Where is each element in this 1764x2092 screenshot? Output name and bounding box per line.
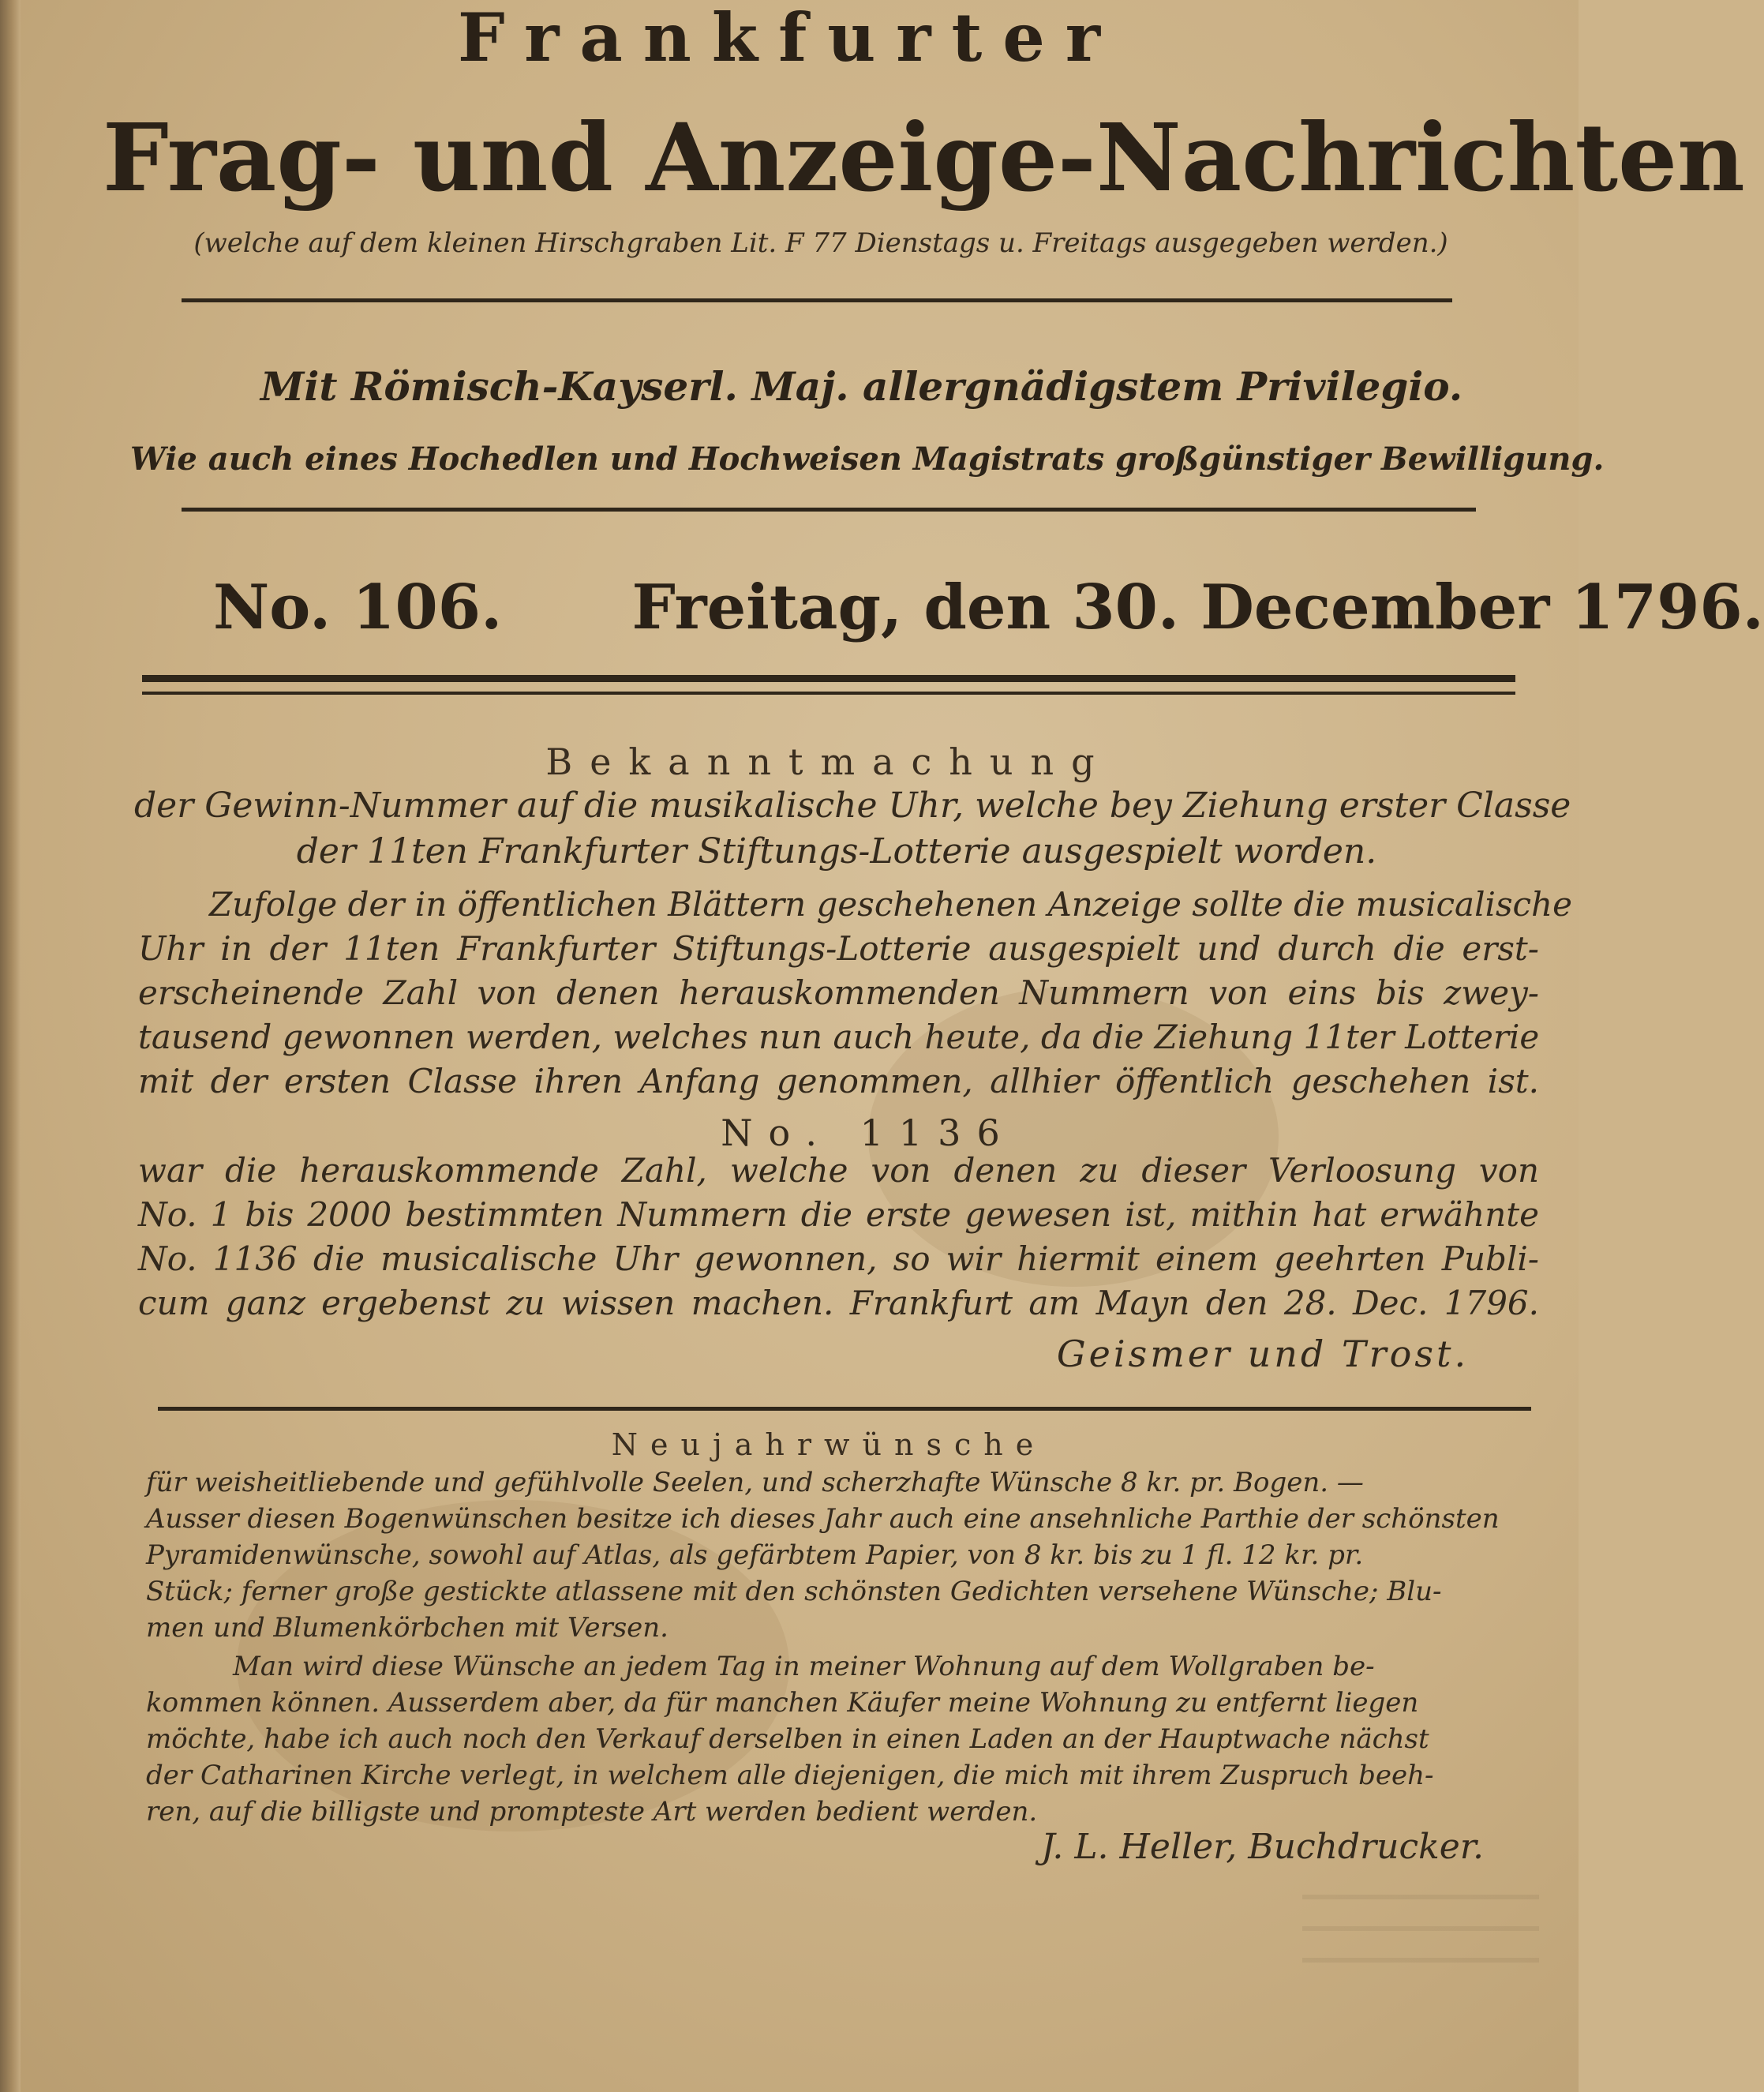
- text-line: kommen können. Ausserdem aber, da für manchen Käufer meine Wohnung zu entfernt liegen: [146, 1687, 1419, 1719]
- text-line: für weisheitliebende und gefühlvolle Seelen, und scherzhafte Wünsche 8 kr. pr. Bogen. —: [146, 1467, 1364, 1498]
- text-line: Man wird diese Wünsche an jedem Tag in meiner Wohnung auf dem Wollgraben be-: [233, 1651, 1375, 1682]
- show-through-from-reverse: [1302, 1895, 1539, 1981]
- notice-heading: Bekanntmachung: [545, 740, 1112, 783]
- notice-body-continued: [138, 1149, 1539, 1325]
- privilege-line-2: Wie auch eines Hochedlen und Hochweisen Magistrats großgünstiger Bewilligung.: [130, 441, 1605, 478]
- text-line: war die herauskommende Zahl, welche von denen zu dieser Verloosung von: [138, 1151, 1539, 1190]
- divider-rule: [182, 298, 1452, 302]
- masthead-title: Frag- und Anzeige-Nachrichten: [103, 103, 1745, 212]
- advert-signature: J. L. Heller, Buchdrucker.: [1041, 1827, 1484, 1867]
- double-rule-bottom: [142, 692, 1515, 695]
- advert-body: [146, 1464, 1543, 1646]
- text-line: Ausser diesen Bogenwünschen besitze ich dieses Jahr auch eine ansehnliche Parthie der schönsten: [146, 1503, 1500, 1535]
- masthead-top-line: Frankfurter: [457, 0, 1122, 77]
- divider-rule: [158, 1407, 1531, 1411]
- text-line: men und Blumenkörbchen mit Versen.: [146, 1612, 669, 1644]
- text-line: möchte, habe ich auch noch den Verkauf derselben in einen Laden an der Hauptwache nächst: [146, 1723, 1429, 1755]
- text-line: ren, auf die billigste und prompteste Art werden bedient werden.: [146, 1796, 1038, 1828]
- advert-body-continued: [146, 1648, 1543, 1830]
- text-line: cum ganz ergebenst zu wissen machen. Frankfurt am Mayn den 28. Dec. 1796.: [138, 1284, 1539, 1322]
- winning-number: No. 1136: [721, 1112, 1016, 1154]
- text-line: No. 1 bis 2000 bestimmten Nummern die erste gewesen ist, mithin hat erwähnte: [138, 1195, 1539, 1234]
- double-rule-top: [142, 675, 1515, 682]
- notice-body: [138, 883, 1572, 1104]
- text-line: No. 1136 die musicalische Uhr gewonnen, so wir hiermit einem geehrten Publi-: [138, 1239, 1539, 1278]
- text-line: tausend gewonnen werden, welches nun auch heute, da die Ziehung 11ter Lotterie: [138, 1018, 1540, 1056]
- text-line: Pyramidenwünsche, sowohl auf Atlas, als gefärbtem Papier, von 8 kr. bis zu 1 fl. 12 kr. pr.: [146, 1539, 1364, 1571]
- notice-subheading-line: der Gewinn-Nummer auf die musikalische Uhr, welche bey Ziehung erster Classe: [134, 785, 1571, 826]
- text-line: Zufolge der in öffentlichen Blättern geschehenen Anzeige sollte die musicalische: [209, 885, 1572, 924]
- notice-signature: Geismer und Trost.: [1056, 1333, 1470, 1375]
- issue-date: Freitag, den 30. December 1796.: [631, 572, 1764, 643]
- notice-subheading-line: der 11ten Frankfurter Stiftungs-Lotterie ausgespielt worden.: [296, 831, 1377, 872]
- issue-number: No. 106.: [213, 572, 503, 643]
- text-line: Stück; ferner große gestickte atlassene mit den schönsten Gedichten versehene Wünsche; Blu-: [146, 1576, 1442, 1607]
- privilege-line-1: Mit Römisch-Kayserl. Maj. allergnädigstem Privilegio.: [260, 363, 1463, 410]
- text-line: der Catharinen Kirche verlegt, in welchem alle diejenigen, die mich mit ihrem Zuspruch beeh-: [146, 1760, 1434, 1791]
- masthead-subtitle: (welche auf dem kleinen Hirschgraben Lit. F 77 Dienstags u. Freitags ausgegeben werden.): [193, 227, 1448, 259]
- text-line: Uhr in der 11ten Frankfurter Stiftungs-Lotterie ausgespielt und durch die erst-: [138, 929, 1539, 968]
- text-line: erscheinende Zahl von denen herauskommenden Nummern von eins bis zwey-: [138, 973, 1539, 1012]
- divider-rule: [182, 508, 1476, 512]
- page-binding-edge: [0, 0, 21, 2092]
- text-line: mit der ersten Classe ihren Anfang genommen, allhier öffentlich geschehen ist.: [138, 1062, 1539, 1100]
- notice-heading: Neujahrwünsche: [611, 1427, 1047, 1462]
- issue-line: [213, 568, 1764, 647]
